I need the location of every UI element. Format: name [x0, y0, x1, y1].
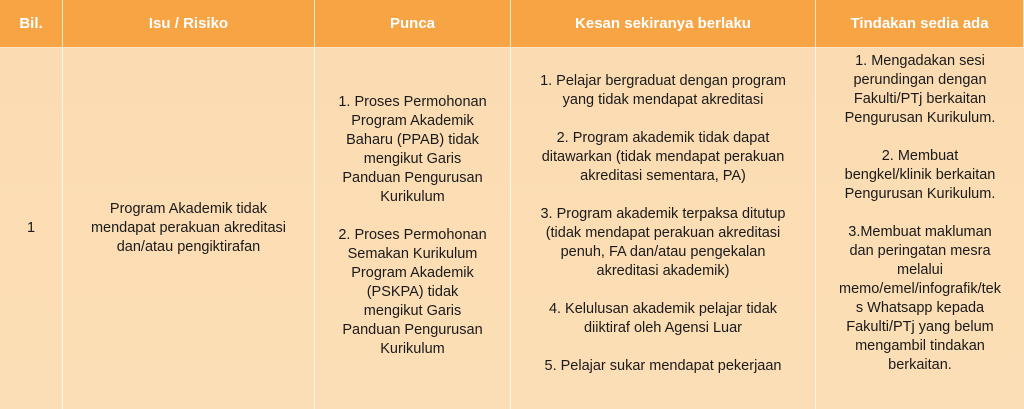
cell-kesan — [511, 48, 816, 409]
header-kesan: Kesan sekiranya berlaku — [511, 0, 816, 48]
cell-punca — [315, 48, 511, 409]
cell-isu — [63, 48, 315, 409]
kesan-item-2: 2. Program akademik tidak dapat ditawarkan (tidak mendapat perakuan akreditasi sementara, PA) — [541, 130, 785, 184]
isu-text: Program Akademik tidak mendapat perakuan akreditasi dan/atau pengiktirafan — [90, 201, 287, 255]
kesan-item-3: 3. Program akademik terpaksa ditutup (tidak mendapat perakuan akreditasi penuh, FA dan/atau pengekalan akreditasi akademik) — [540, 206, 786, 279]
header-tindakan: Tindakan sedia ada — [816, 0, 1024, 48]
punca-item-1: 1. Proses Permohonan Program Akademik Baharu (PPAB) tidak mengikut Garis Panduan Pengurusan Kurikulum — [338, 94, 487, 205]
header-punca: Punca — [315, 0, 511, 48]
kesan-item-4: 4. Kelulusan akademik pelajar tidak diiktiraf oleh Agensi Luar — [548, 301, 778, 336]
bil-value: 1 — [26, 220, 36, 236]
tindakan-item-2: 2. Membuat bengkel/klinik berkaitan Pengurusan Kurikulum. — [844, 148, 996, 202]
tindakan-item-1: 1. Mengadakan sesi perundingan dengan Fakulti/PTj berkaitan Pengurusan Kurikulum. — [844, 53, 996, 126]
kesan-item-5: 5. Pelajar sukar mendapat pekerjaan — [544, 358, 782, 374]
cell-tindakan — [816, 48, 1024, 409]
header-bil: Bil. — [0, 0, 63, 48]
kesan-item-1: 1. Pelajar bergraduat dengan program yang tidak mendapat akreditasi — [540, 73, 786, 108]
cell-bil — [0, 48, 63, 409]
header-isu-risiko: Isu / Risiko — [63, 0, 315, 48]
punca-item-2: 2. Proses Permohonan Semakan Kurikulum Program Akademik (PSKPA) tidak mengikut Garis Panduan Pengurusan Kurikulum — [338, 227, 487, 357]
tindakan-item-3: 3.Membuat makluman dan peringatan mesra melalui memo/emel/infografik/tek s Whatsapp kepada Fakulti/PTj yang belum mengambil tindakan berkaitan. — [839, 224, 1001, 373]
